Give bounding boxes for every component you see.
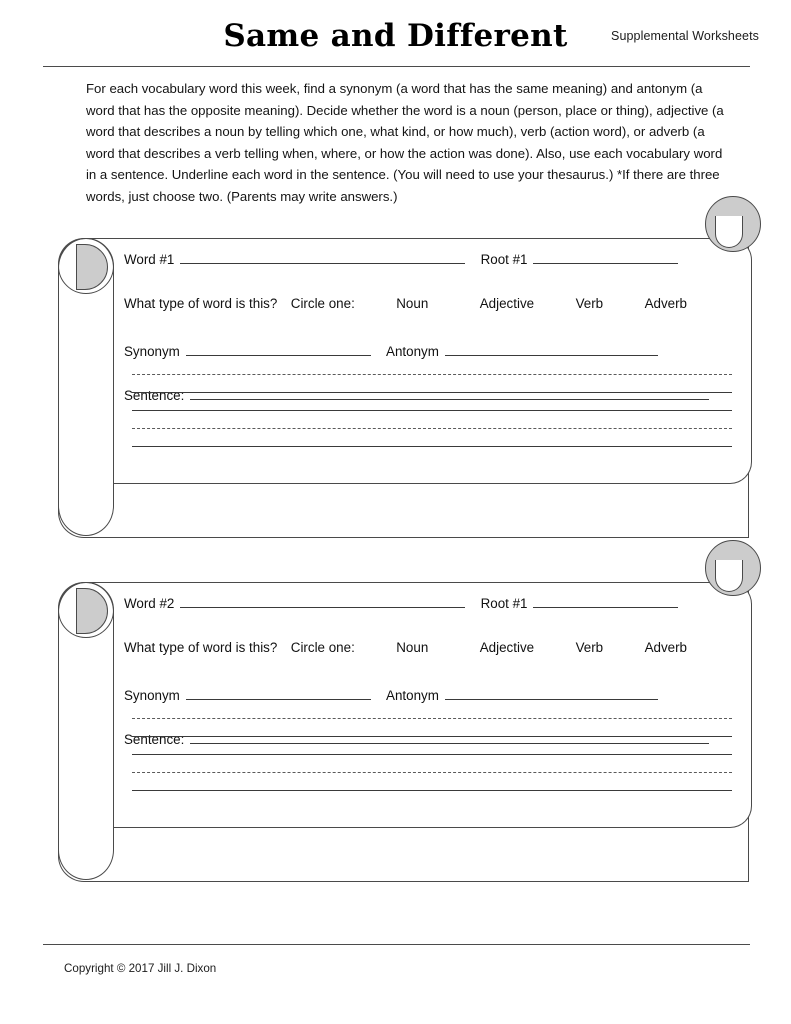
root-label: Root #1 <box>480 596 528 611</box>
page-header <box>0 0 791 72</box>
word-type-row-1 <box>124 296 738 320</box>
writing-line[interactable] <box>132 772 732 773</box>
writing-line[interactable] <box>132 736 732 737</box>
word-type-row-2 <box>124 640 738 664</box>
writing-line[interactable] <box>132 392 732 393</box>
writing-line[interactable] <box>132 790 732 791</box>
root-label: Root #1 <box>480 252 528 267</box>
writing-lines-1 <box>132 374 732 447</box>
scroll-roll-right-notch-icon <box>715 560 743 592</box>
option-adjective[interactable]: Adjective <box>479 640 535 655</box>
option-adverb[interactable]: Adverb <box>644 296 688 311</box>
word-scroll-block-1 <box>0 196 791 586</box>
word-row-1 <box>124 250 738 274</box>
option-verb[interactable]: Verb <box>575 640 604 655</box>
word-type-question: What type of word is this? <box>124 640 278 655</box>
copyright-text: Copyright © 2017 Jill J. Dixon <box>64 962 217 975</box>
word-input-line[interactable] <box>180 250 465 264</box>
word-label: Word #1 <box>124 252 175 267</box>
header-subtitle: Supplemental Worksheets <box>611 29 759 43</box>
option-verb[interactable]: Verb <box>575 296 604 311</box>
writing-line[interactable] <box>132 754 732 755</box>
option-adverb[interactable]: Adverb <box>644 640 688 655</box>
synonym-input-line[interactable] <box>186 342 371 356</box>
writing-line[interactable] <box>132 428 732 429</box>
sentence-label: Sentence: <box>124 388 185 403</box>
word-type-question: What type of word is this? <box>124 296 278 311</box>
writing-lines-2 <box>132 718 732 791</box>
sentence-label: Sentence: <box>124 732 185 747</box>
page-title: Same and Different <box>223 18 568 54</box>
antonym-label: Antonym <box>386 344 439 359</box>
scroll-roll-right-notch-icon <box>715 216 743 248</box>
antonym-input-line[interactable] <box>445 342 658 356</box>
circle-one-prompt: Circle one: <box>290 296 355 311</box>
word-scroll-block-2 <box>0 540 791 930</box>
synonym-label: Synonym <box>124 344 180 359</box>
instructions-paragraph: For each vocabulary word this week, find a synonym (a word that has the same meaning) and antonym (a word that has the opposite meaning). Decide whether the word is a noun (person, place or thing), adjective (a word that describes a noun by telling which one, what kind, or how much), verb (action word), or adverb (a word that describes a verb telling when, where, or how the action was done). Also, use each vocabulary word in a sentence. Underline each word in the sentence. (You will need to use your thesaurus.) *If there are three words, just choose two. (Parents may write answers.) <box>86 81 724 204</box>
option-noun[interactable]: Noun <box>396 640 429 655</box>
word-input-line[interactable] <box>180 594 465 608</box>
footer-divider <box>43 944 750 945</box>
option-adjective[interactable]: Adjective <box>479 296 535 311</box>
word-row-2 <box>124 594 738 618</box>
antonym-input-line[interactable] <box>445 686 658 700</box>
word-label: Word #2 <box>124 596 175 611</box>
synonym-antonym-row-2 <box>124 686 738 710</box>
writing-line[interactable] <box>132 718 732 719</box>
option-noun[interactable]: Noun <box>396 296 429 311</box>
circle-one-prompt: Circle one: <box>290 640 355 655</box>
synonym-input-line[interactable] <box>186 686 371 700</box>
synonym-label: Synonym <box>124 688 180 703</box>
root-input-line[interactable] <box>533 594 678 608</box>
root-input-line[interactable] <box>533 250 678 264</box>
writing-line[interactable] <box>132 374 732 375</box>
writing-line[interactable] <box>132 410 732 411</box>
antonym-label: Antonym <box>386 688 439 703</box>
writing-line[interactable] <box>132 446 732 447</box>
synonym-antonym-row-1 <box>124 342 738 366</box>
header-divider <box>43 66 750 67</box>
